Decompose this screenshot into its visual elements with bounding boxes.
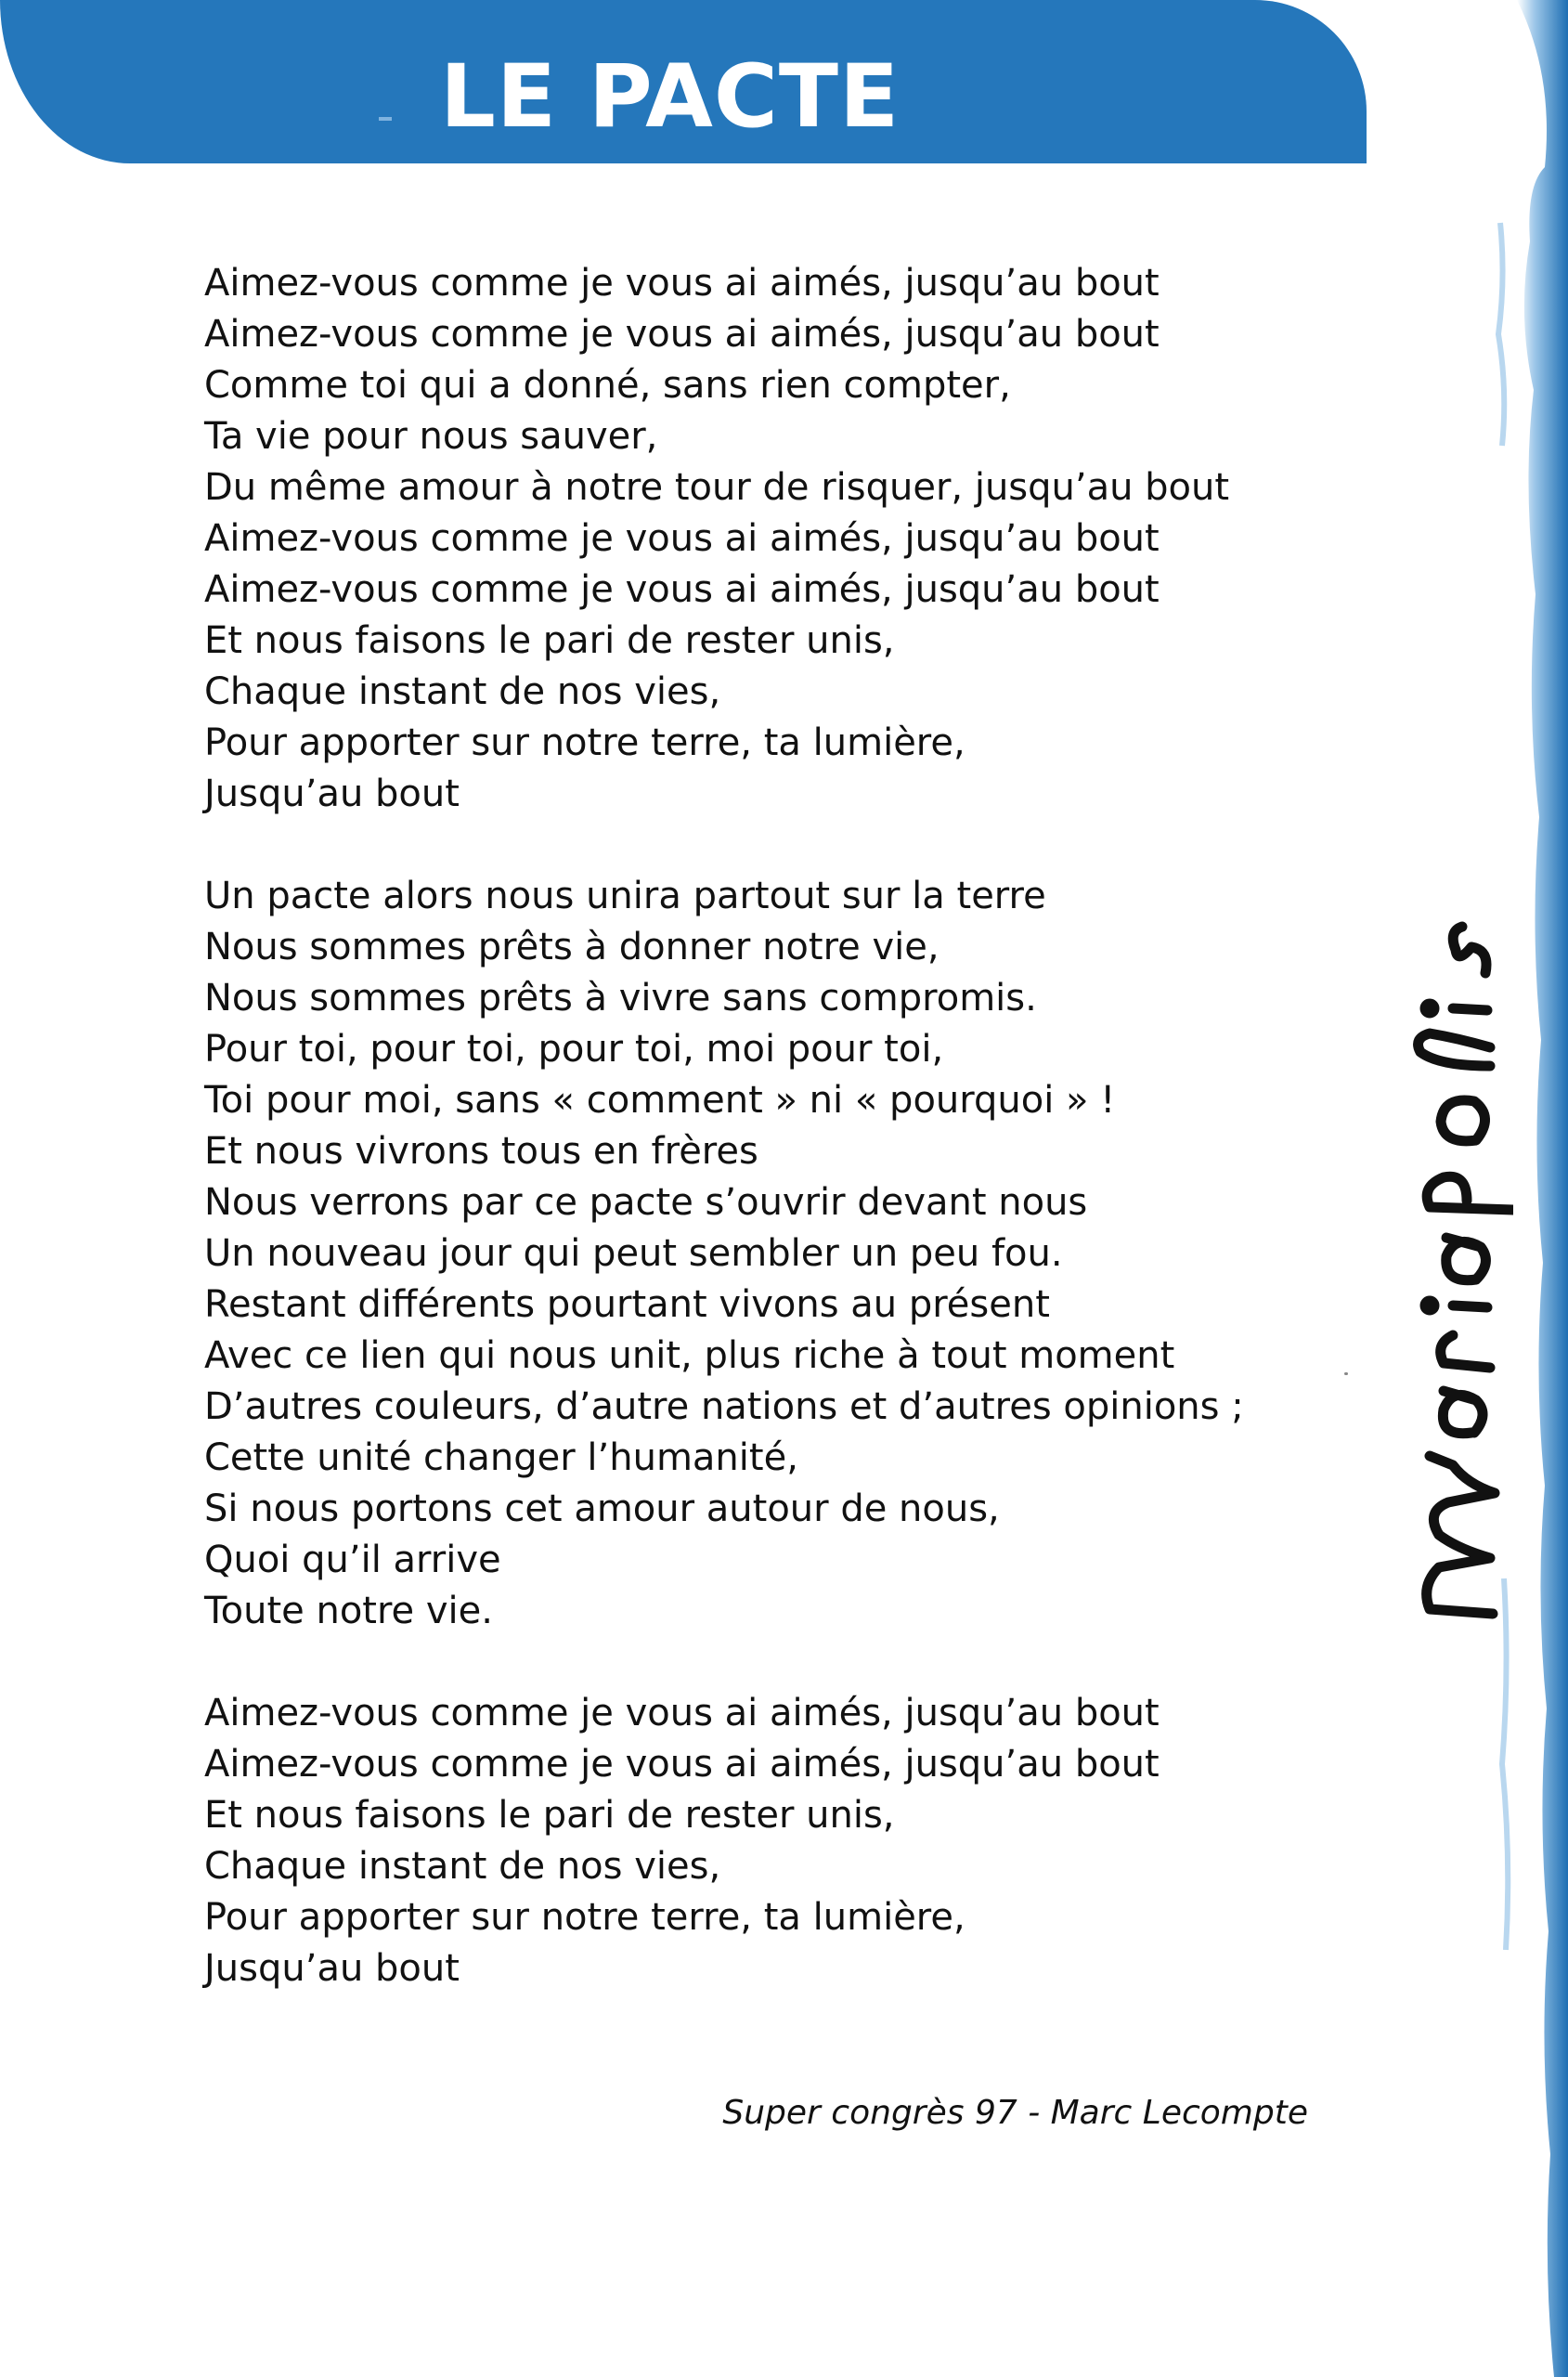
lyric-line: Aimez-vous comme je vous ai aimés, jusqu’au bout bbox=[204, 1743, 1160, 1786]
lyric-line: Jusqu’au bout bbox=[204, 1947, 460, 1990]
stanza-2 bbox=[204, 871, 1346, 1637]
lyric-line: Du même amour à notre tour de risquer, jusqu’au bout bbox=[204, 466, 1230, 509]
lyric-line: Toute notre vie. bbox=[204, 1590, 493, 1632]
lyric-line: Jusqu’au bout bbox=[204, 773, 460, 815]
lyric-line: Pour apporter sur notre terre, ta lumière, bbox=[204, 721, 965, 764]
lyric-line: D’autres couleurs, d’autre nations et d’autres opinions ; bbox=[204, 1385, 1244, 1428]
header-accent bbox=[379, 117, 392, 121]
stanza-1 bbox=[204, 258, 1346, 820]
song-credit: Super congrès 97 - Marc Lecompte bbox=[722, 2094, 1308, 2132]
lyric-line: Et nous faisons le pari de rester unis, bbox=[204, 619, 895, 662]
lyric-line: Si nous portons cet amour autour de nous, bbox=[204, 1487, 1000, 1530]
lyric-line: Nous sommes prêts à vivre sans compromis. bbox=[204, 977, 1037, 1020]
lyric-line: Pour toi, pour toi, pour toi, moi pour toi, bbox=[204, 1028, 944, 1071]
lyric-line: Aimez-vous comme je vous ai aimés, jusqu’au bout bbox=[204, 1692, 1160, 1734]
lyric-line: Restant différents pourtant vivons au présent bbox=[204, 1283, 1050, 1326]
lyric-line: Aimez-vous comme je vous ai aimés, jusqu’au bout bbox=[204, 517, 1160, 560]
lyric-line: Chaque instant de nos vies, bbox=[204, 670, 721, 713]
lyric-line: Chaque instant de nos vies, bbox=[204, 1845, 721, 1888]
lyric-line: Aimez-vous comme je vous ai aimés, jusqu’au bout bbox=[204, 313, 1160, 356]
lyric-line: Nous sommes prêts à donner notre vie, bbox=[204, 926, 940, 968]
lyric-line: Nous verrons par ce pacte s’ouvrir devant nous bbox=[204, 1181, 1088, 1224]
lyric-line: Cette unité changer l’humanité, bbox=[204, 1436, 798, 1479]
lyric-line: Et nous faisons le pari de rester unis, bbox=[204, 1794, 895, 1837]
lyric-line: Toi pour moi, sans « comment » ni « pourquoi » ! bbox=[204, 1079, 1116, 1122]
lyric-line: Un nouveau jour qui peut sembler un peu fou. bbox=[204, 1232, 1063, 1275]
lyric-line: Aimez-vous comme je vous ai aimés, jusqu’au bout bbox=[204, 262, 1160, 305]
stanza-3 bbox=[204, 1688, 1346, 1994]
mariapolis-signature-logo bbox=[1402, 750, 1513, 1632]
page-title: LE PACTE bbox=[440, 46, 901, 148]
decorative-speck bbox=[1344, 1372, 1348, 1375]
lyric-line: Quoi qu’il arrive bbox=[204, 1539, 501, 1581]
lyric-line: Aimez-vous comme je vous ai aimés, jusqu’au bout bbox=[204, 568, 1160, 611]
lyrics bbox=[204, 258, 1346, 2046]
lyric-line: Avec ce lien qui nous unit, plus riche à tout moment bbox=[204, 1334, 1175, 1377]
lyric-line: Et nous vivrons tous en frères bbox=[204, 1130, 758, 1173]
lyric-line: Ta vie pour nous sauver, bbox=[204, 415, 658, 458]
lyric-line: Comme toi qui a donné, sans rien compter, bbox=[204, 364, 1011, 407]
lyric-line: Pour apporter sur notre terre, ta lumière, bbox=[204, 1896, 965, 1939]
lyric-line: Un pacte alors nous unira partout sur la terre bbox=[204, 875, 1046, 917]
